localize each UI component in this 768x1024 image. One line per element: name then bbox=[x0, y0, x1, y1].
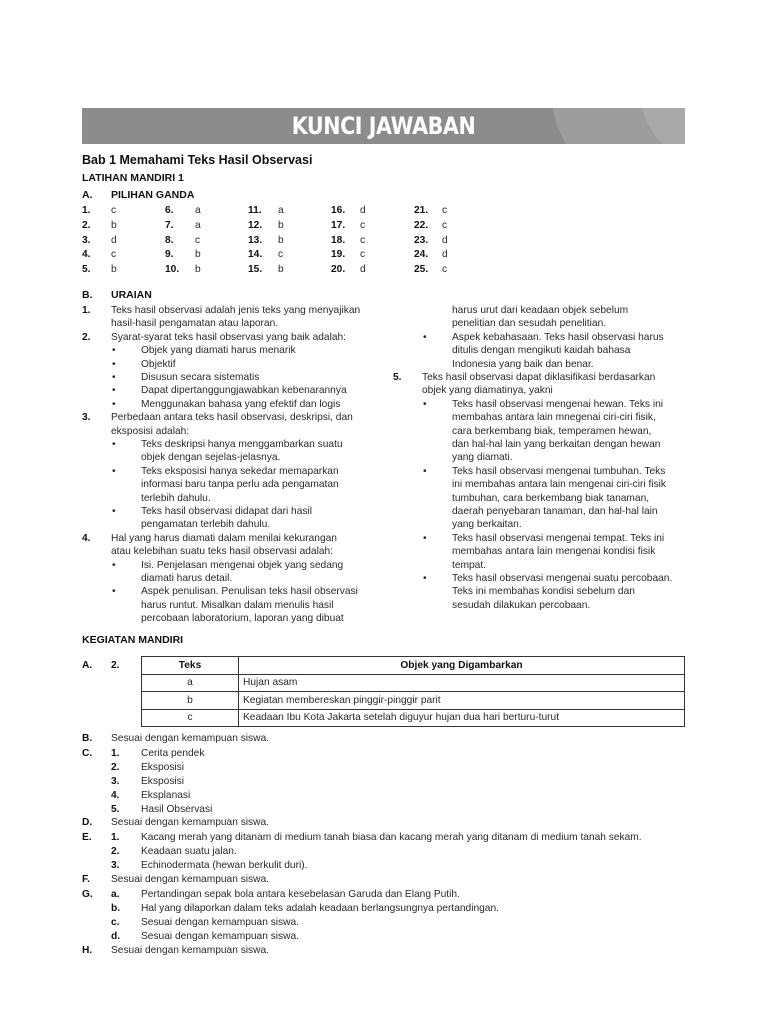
question-number: 22. bbox=[414, 219, 429, 231]
answer-letter: b bbox=[278, 264, 284, 276]
question-number: 15. bbox=[248, 264, 263, 276]
answer-text: Sesuai dengan kemampuan siswa. bbox=[111, 733, 270, 744]
table-row bbox=[142, 692, 685, 710]
bullet-icon: • bbox=[423, 398, 427, 410]
question-number: 2. bbox=[82, 219, 91, 231]
question-number: 20. bbox=[331, 264, 346, 276]
bullet-text: sesudah dilakukan percobaan. bbox=[452, 599, 591, 611]
item-text: Hal yang harus diamati dalam menilai kekurangan bbox=[111, 532, 337, 544]
item-number: 1. bbox=[82, 305, 91, 316]
sub-number: 3. bbox=[111, 860, 120, 871]
question-number: 19. bbox=[331, 249, 346, 261]
item-number: 2. bbox=[82, 331, 91, 343]
item-number: 5. bbox=[393, 372, 402, 383]
answer-letter: c bbox=[442, 264, 448, 276]
sub-number: 2. bbox=[111, 846, 120, 857]
answer-letter: c bbox=[360, 249, 366, 261]
bullet-text: yang berkaitan. bbox=[452, 519, 522, 531]
table-header-row bbox=[142, 657, 685, 675]
bullet-icon: • bbox=[112, 385, 116, 397]
answer-letter: a bbox=[278, 205, 284, 216]
bullet-icon: • bbox=[112, 345, 116, 357]
bullet-text: harus urut dari keadaan objek sebelum bbox=[452, 305, 629, 316]
table-cell-objek: Keadaan Ibu Kota Jakarta setelah diguyur hujan dua hari berturu-turut bbox=[239, 709, 685, 727]
bullet-text: Disusun secara sistematis bbox=[141, 372, 260, 383]
item-text: objek yang diamatinya, yakni bbox=[422, 385, 553, 397]
bullet-text: Teks deskripsi hanya menggambarkan suatu bbox=[141, 439, 343, 450]
bullet-icon: • bbox=[112, 465, 116, 477]
question-number: 8. bbox=[165, 234, 174, 246]
title-banner bbox=[82, 108, 685, 144]
answer-text: Kacang merah yang ditanam di medium tanah biasa dan kacang merah yang ditanam di medium tanah sekam. bbox=[141, 832, 642, 843]
bullet-text: Teks hasil observasi mengenai hewan. Teks ini bbox=[452, 398, 664, 410]
bullet-text: daerah penyebaran tanaman, dan hal-hal lain bbox=[452, 506, 658, 517]
latihan-title: LATIHAN MANDIRI 1 bbox=[82, 172, 184, 184]
question-number: 25. bbox=[414, 264, 429, 276]
item-text: hasil-hasil pengamatan atau laporan. bbox=[111, 318, 279, 330]
sub-number: 3. bbox=[111, 776, 120, 787]
item-letter: D. bbox=[82, 817, 93, 828]
table-row bbox=[142, 709, 685, 727]
sub-number: 5. bbox=[111, 804, 120, 815]
answer-letter: d bbox=[111, 234, 117, 246]
table-header-teks: Teks bbox=[142, 657, 239, 675]
question-number: 13. bbox=[248, 234, 263, 246]
question-number: 5. bbox=[82, 264, 91, 276]
kegiatan-title: KEGIATAN MANDIRI bbox=[82, 634, 184, 646]
sub-number: 4. bbox=[111, 790, 120, 801]
answer-letter: a bbox=[195, 205, 201, 216]
bullet-icon: • bbox=[112, 506, 116, 517]
bullet-text: Teks eksposisi hanya sekedar memaparkan bbox=[141, 465, 339, 477]
answer-text: Sesuai dengan kemampuan siswa. bbox=[141, 931, 300, 942]
item-letter: G. bbox=[82, 889, 93, 900]
question-number: 17. bbox=[331, 219, 346, 231]
answer-letter: c bbox=[195, 234, 201, 246]
sub-number: a. bbox=[111, 889, 120, 900]
bullet-text: dan hal-hal lain yang berkaitan dengan hewan bbox=[452, 439, 661, 450]
bullet-text: membahas antara lain mengenai kondisi fisik bbox=[452, 546, 656, 558]
answer-letter: b bbox=[111, 264, 117, 276]
bullet-text: Isi. Penjelasan mengenai objek yang sedang bbox=[141, 559, 344, 571]
answer-letter: b bbox=[195, 264, 201, 276]
answer-text: Sesuai dengan kemampuan siswa. bbox=[111, 874, 270, 885]
bullet-text: percobaan laboratorium, laporan yang dibuat bbox=[141, 613, 344, 625]
question-number: 7. bbox=[165, 219, 174, 231]
bullet-text: Aspek kebahasaan. Teks hasil observasi harus bbox=[452, 331, 664, 343]
bullet-text: ditulis dengan mengikuti kaidah bahasa bbox=[452, 345, 631, 357]
answer-letter: c bbox=[278, 249, 284, 261]
answer-text: Hal yang dilaporkan dalam teks adalah keadaan berlangsungnya pertandingan. bbox=[141, 903, 499, 914]
item-text: Teks hasil observasi adalah jenis teks yang menyajikan bbox=[111, 305, 361, 316]
bullet-text: Objektif bbox=[141, 358, 176, 370]
answer-letter: c bbox=[442, 205, 448, 216]
bullet-text: Menggunakan bahasa yang efektif dan logis bbox=[141, 398, 341, 410]
bullet-text: yang diamati. bbox=[452, 452, 513, 464]
answer-letter: c bbox=[360, 219, 366, 231]
question-number: 21. bbox=[414, 205, 429, 216]
bullet-text: Indonesia yang baik dan benar. bbox=[452, 358, 594, 370]
answer-letter: c bbox=[111, 249, 117, 261]
answer-text: Eksposisi bbox=[141, 762, 185, 773]
bullet-text: informasi baru tanpa perlu ada pengamatan bbox=[141, 479, 339, 491]
bullet-text: tempat. bbox=[452, 559, 486, 571]
question-number: 14. bbox=[248, 249, 263, 261]
bullet-icon: • bbox=[423, 573, 427, 584]
answer-text: Sesuai dengan kemampuan siswa. bbox=[111, 817, 270, 828]
kegiatan-a-letter: A. bbox=[82, 660, 93, 671]
item-letter: E. bbox=[82, 832, 92, 843]
answer-text: Eksplanasi bbox=[141, 790, 191, 801]
answer-letter: d bbox=[442, 234, 448, 246]
bullet-text: membahas antara lain mnegenai ciri-ciri fisik, bbox=[452, 412, 656, 424]
question-number: 23. bbox=[414, 234, 429, 246]
banner-title: KUNCI JAWABAN bbox=[291, 112, 476, 140]
bullet-text: objek dengan sejelas-jelasnya. bbox=[141, 452, 281, 464]
bullet-text: Objek yang diamati harus menarik bbox=[141, 345, 296, 357]
bullet-icon: • bbox=[112, 358, 116, 370]
table-row bbox=[142, 674, 685, 692]
item-letter: H. bbox=[82, 945, 93, 956]
answer-letter: c bbox=[442, 219, 448, 231]
question-number: 24. bbox=[414, 249, 429, 261]
table-cell-teks: b bbox=[142, 692, 239, 710]
bullet-text: pengamatan terlebih dahulu. bbox=[141, 519, 271, 531]
answer-text: Hasil Observasi bbox=[141, 804, 213, 815]
bullet-text: Dapat dipertanggungjawabkan kebenarannya bbox=[141, 385, 347, 397]
bullet-icon: • bbox=[423, 465, 427, 477]
answer-letter: c bbox=[360, 234, 366, 246]
objek-table bbox=[141, 656, 685, 727]
question-number: 12. bbox=[248, 219, 263, 231]
section-a-title: PILIHAN GANDA bbox=[111, 189, 195, 201]
kegiatan-a-number: 2. bbox=[111, 660, 120, 671]
bullet-text: Teks ini membahas kondisi sebelum dan bbox=[452, 586, 635, 598]
item-letter: F. bbox=[82, 874, 90, 885]
bullet-text: diamati harus detail. bbox=[141, 573, 233, 584]
bullet-icon: • bbox=[112, 398, 116, 410]
bullet-text: Teks hasil observasi didapat dari hasil bbox=[141, 506, 313, 517]
question-number: 10. bbox=[165, 264, 180, 276]
sub-number: b. bbox=[111, 903, 121, 914]
item-letter: C. bbox=[82, 748, 93, 759]
item-text: Teks hasil observasi dapat diklasifikasi berdasarkan bbox=[422, 372, 656, 383]
answer-letter: d bbox=[360, 264, 366, 276]
chapter-title: Bab 1 Memahami Teks Hasil Observasi bbox=[82, 153, 313, 167]
question-number: 11. bbox=[248, 205, 262, 216]
bullet-text: Aspek penulisan. Penulisan teks hasil observasi bbox=[141, 586, 358, 598]
table-cell-teks: c bbox=[142, 709, 239, 727]
answer-text: Pertandingan sepak bola antara kesebelasan Garuda dan Elang Putih. bbox=[141, 889, 460, 900]
bullet-icon: • bbox=[112, 559, 116, 571]
bullet-text: ini membahas antara lain mengenai ciri-ciri fisik bbox=[452, 479, 667, 491]
bullet-text: tumbuhan, cara berkembang biak tanaman, bbox=[452, 492, 650, 504]
question-number: 6. bbox=[165, 205, 174, 216]
item-text: eksposisi adalah: bbox=[111, 425, 190, 437]
bullet-text: harus runtut. Misalkan dalam menulis hasil bbox=[141, 599, 334, 611]
question-number: 3. bbox=[82, 234, 91, 246]
answer-letter: b bbox=[278, 219, 284, 231]
bullet-text: terlebih dahulu. bbox=[141, 492, 211, 504]
bullet-text: Teks hasil observasi mengenai tempat. Teks ini bbox=[452, 532, 665, 544]
item-number: 3. bbox=[82, 412, 91, 424]
bullet-text: cara berkembang biak, temperamen hewan, bbox=[452, 425, 652, 437]
question-number: 18. bbox=[331, 234, 346, 246]
bullet-text: Teks hasil observasi mengenai tumbuhan. Teks bbox=[452, 465, 666, 477]
bullet-icon: • bbox=[423, 331, 427, 343]
answer-letter: b bbox=[278, 234, 284, 246]
item-text: Syarat-syarat teks hasil observasi yang baik adalah: bbox=[111, 331, 346, 343]
question-number: 9. bbox=[165, 249, 174, 261]
section-b-letter: B. bbox=[82, 289, 93, 301]
answer-text: Sesuai dengan kemampuan siswa. bbox=[111, 945, 270, 956]
table-cell-teks: a bbox=[142, 674, 239, 692]
answer-letter: d bbox=[360, 205, 366, 216]
answer-letter: b bbox=[111, 219, 117, 231]
section-a-letter: A. bbox=[82, 189, 93, 201]
answer-letter: b bbox=[195, 249, 201, 261]
sub-number: 1. bbox=[111, 832, 120, 843]
answer-text: Keadaan suatu jalan. bbox=[141, 846, 237, 857]
answer-text: Sesuai dengan kemampuan siswa. bbox=[141, 917, 300, 928]
bullet-icon: • bbox=[112, 372, 116, 383]
sub-number: c. bbox=[111, 917, 120, 928]
bullet-text: Teks hasil observasi mengenai suatu percobaan. bbox=[452, 573, 673, 584]
answer-text: Echinodermata (hewan berkulit duri). bbox=[141, 860, 308, 871]
question-number: 4. bbox=[82, 249, 91, 261]
item-letter: B. bbox=[82, 733, 93, 744]
bullet-icon: • bbox=[423, 532, 427, 544]
sub-number: 2. bbox=[111, 762, 120, 773]
table-cell-objek: Kegiatan membereskan pinggir-pinggir parit bbox=[239, 692, 685, 710]
section-b-title: URAIAN bbox=[111, 289, 152, 301]
item-number: 4. bbox=[82, 532, 91, 544]
bullet-icon: • bbox=[112, 439, 116, 450]
bullet-icon: • bbox=[112, 586, 116, 598]
answer-text: Eksposisi bbox=[141, 776, 185, 787]
answer-text: Cerita pendek bbox=[141, 748, 205, 759]
table-header-objek: Objek yang Digambarkan bbox=[239, 657, 685, 675]
item-text: atau kelebihan suatu teks hasil observasi adalah: bbox=[111, 546, 334, 558]
bullet-text: penelitian dan sesudah penelitian. bbox=[452, 318, 607, 330]
item-text: Perbedaan antara teks hasil observasi, deskripsi, dan bbox=[111, 412, 353, 424]
answer-letter: a bbox=[195, 219, 201, 231]
sub-number: d. bbox=[111, 931, 121, 942]
answer-letter: c bbox=[111, 205, 117, 216]
question-number: 16. bbox=[331, 205, 346, 216]
table-cell-objek: Hujan asam bbox=[239, 674, 685, 692]
sub-number: 1. bbox=[111, 748, 120, 759]
answer-letter: d bbox=[442, 249, 448, 261]
question-number: 1. bbox=[82, 205, 91, 216]
